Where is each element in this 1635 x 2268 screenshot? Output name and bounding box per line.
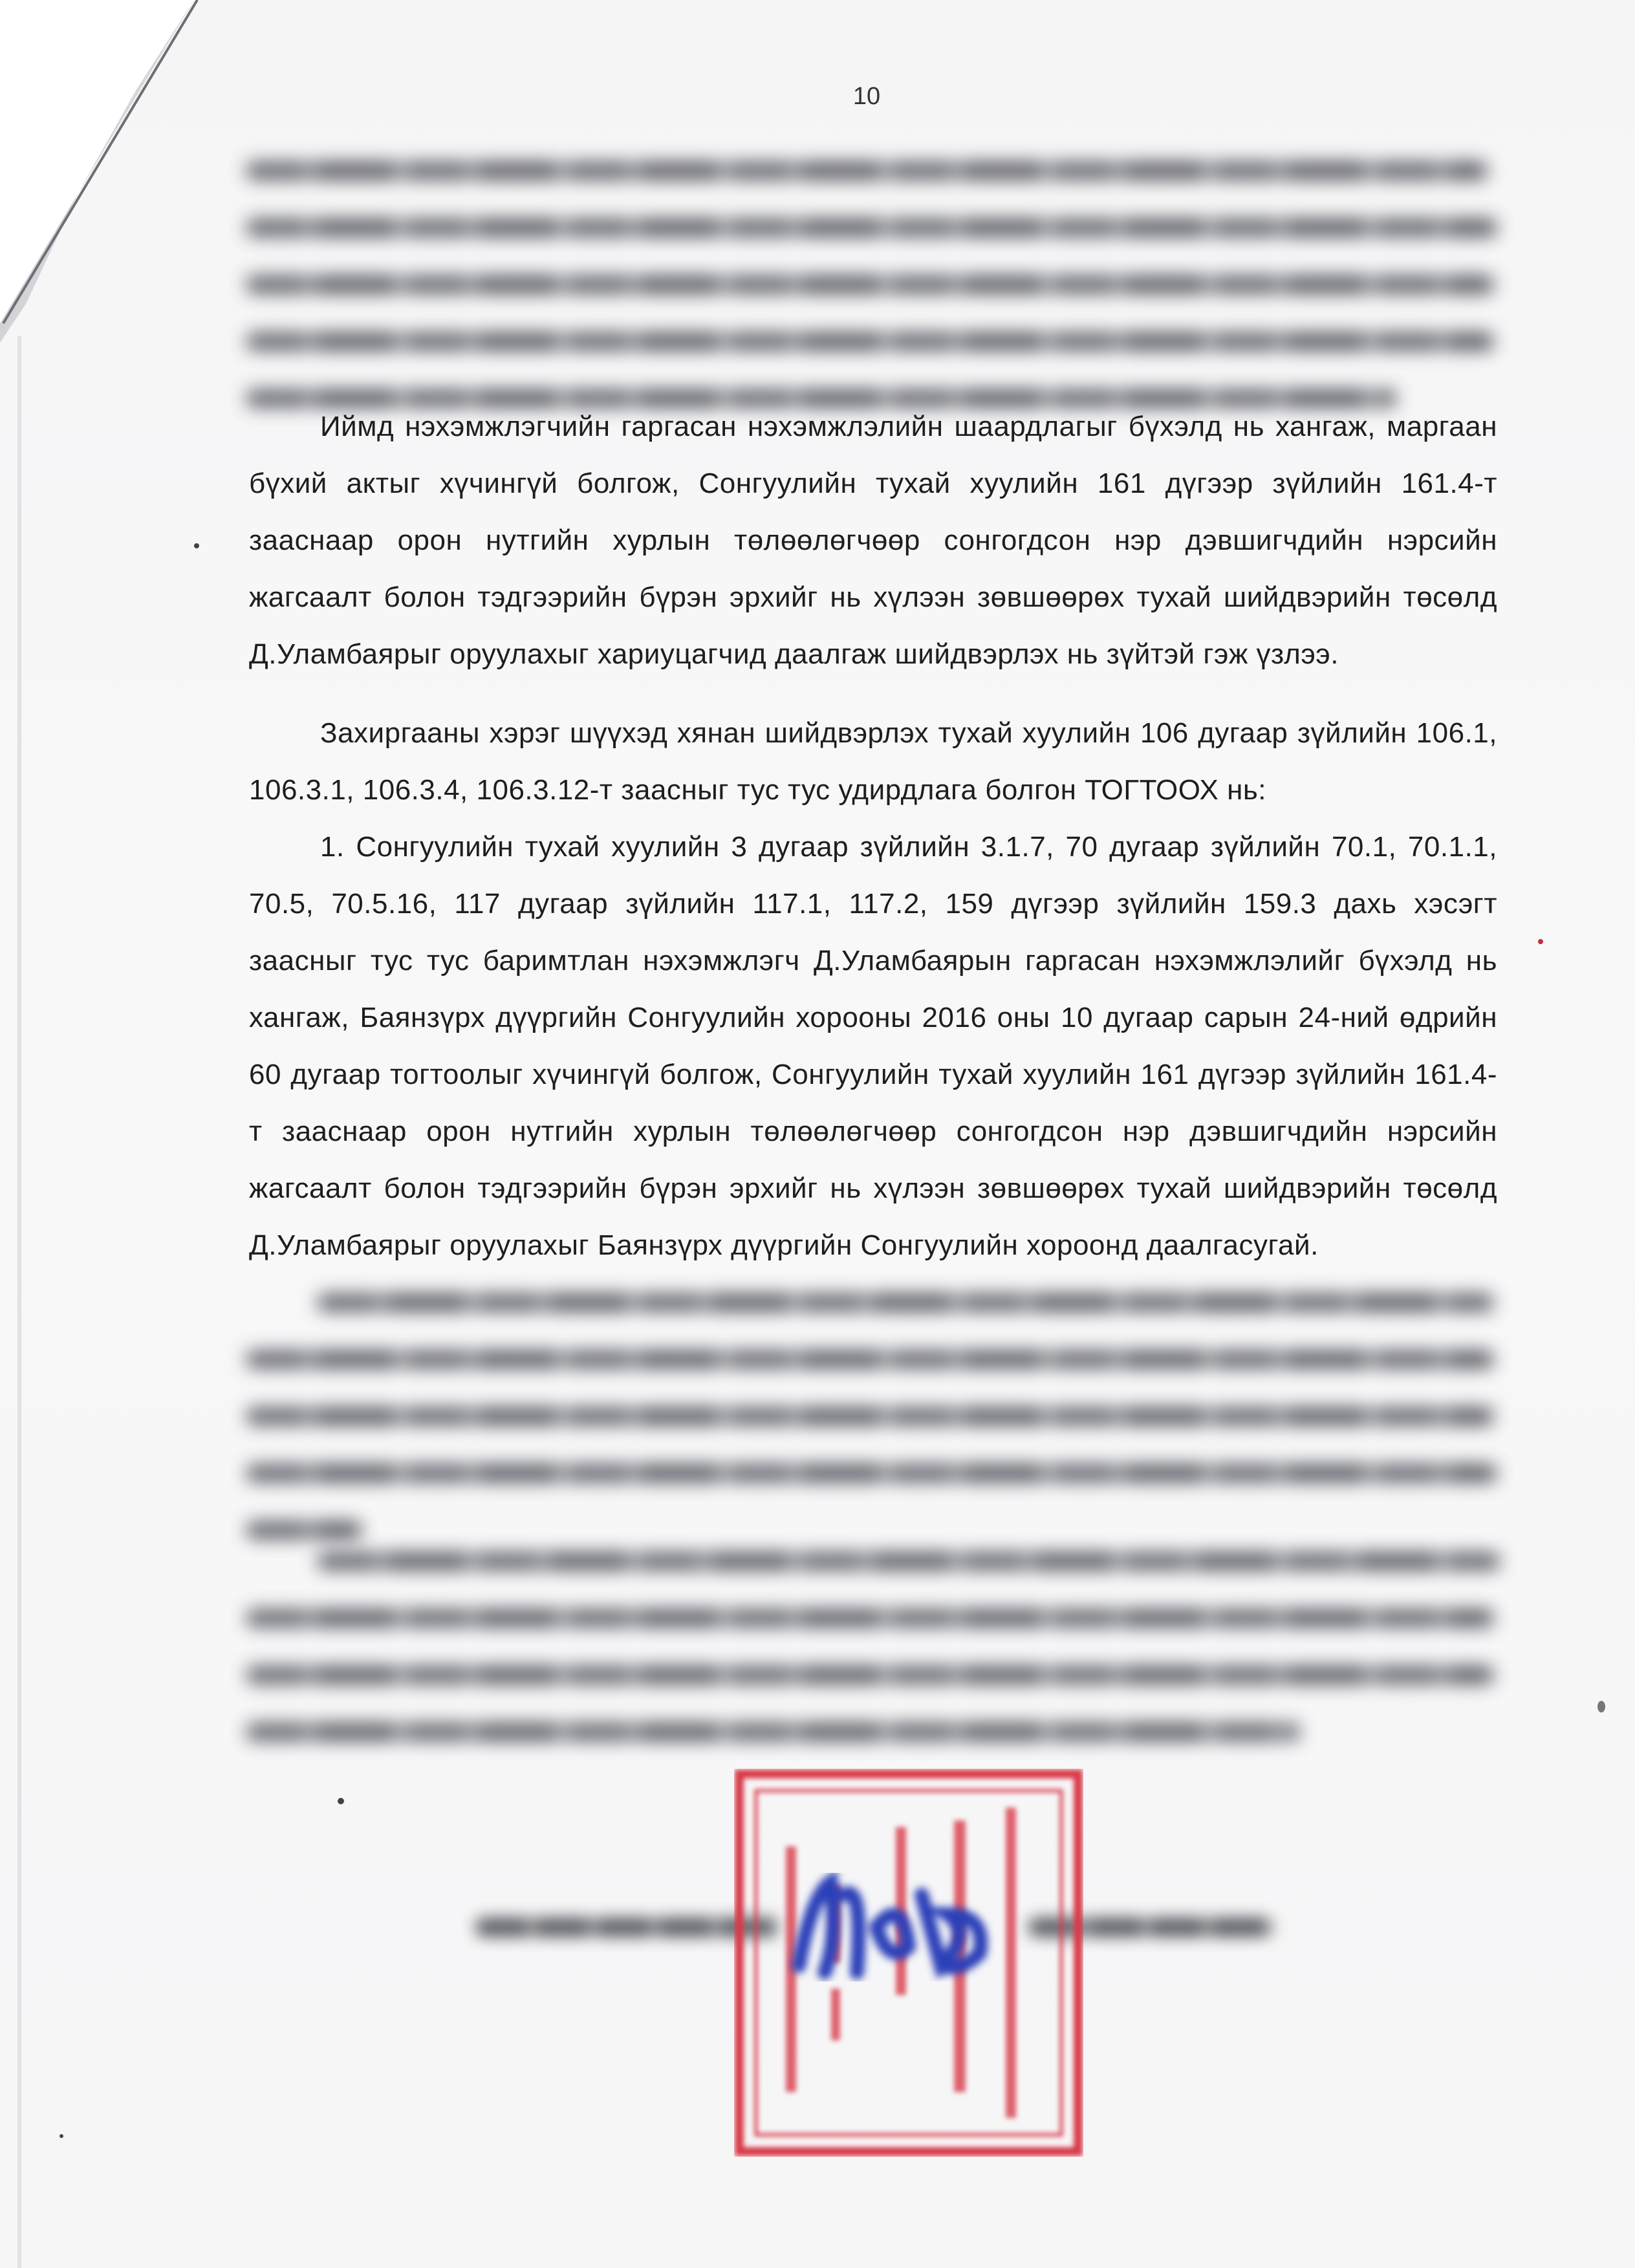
- redacted-resolution-2: [246, 1293, 1504, 1578]
- page-number: 10: [852, 83, 881, 110]
- redacted-resolution-3: [246, 1552, 1504, 1780]
- scan-speck: [60, 2134, 63, 2138]
- legal-basis-paragraph: Захиргааны хэрэг шүүхэд хянан шийдвэрлэх тухай хуулийн 106 дугаар зүйлийн 106.1, 106.3.1, 106.3.4, 106.3.12-т заасныг тус тус удирдлага болгон ТОГТООХ нь:: [249, 717, 1497, 806]
- signature-mark: [786, 1856, 1012, 2005]
- resolution-item-1: 1. Сонгуулийн тухай хуулийн 3 дугаар зүйлийн 3.1.7, 70 дугаар зүйлийн 70.1, 70.1.1, 70.5, 70.5.16, 117 дугаар зүйлийн 117.1, 117.2, 159 дүгээр зүйлийн 159.3 дахь хэсэгт заасныг тус тус баримтлан нэхэмжлэгч Д.Уламбаярын гаргасан нэхэмжлэлийг бүхэлд нь хангаж, Баянзүрх дүүргийн Сонгуулийн хорооны 2016 оны 10 дугаар сарын 24-ний өдрийн 60 дугаар тогтоолыг хүчингүй болгож, Сонгуулийн тухай хуулийн 161 дүгээр зүйлийн 161.4-т зааснаар орон нутгийн хурлын төлөөлөгчөөр сонгогдсон нэр дэвшигчдийн нэрсийн жагсаалт болон тэдгээрийн бүрэн эрхийг нь хүлээн зөвшөөрөх тухай шийдвэрийн төсөлд Д.Уламбаярыг оруулахыг Баянзүрх дүүргийн Сонгуулийн хороонд даалгасугай.: [249, 831, 1497, 1261]
- scan-speck: [1538, 939, 1543, 944]
- scan-speck: [194, 543, 199, 548]
- scan-speck: [1597, 1701, 1605, 1712]
- scan-speck: [338, 1798, 344, 1804]
- conclusion-paragraph: Иймд нэхэмжлэгчийн гаргасан нэхэмжлэлийн шаардлагыг бүхэлд нь хангаж, маргаан бүхий актыг хүчингүй болгож, Сонгуулийн тухай хуулийн 161 дүгээр зүйлийн 161.4-т зааснаар орон нутгийн хурлын төлөөлөгчөөр сонгогдсон нэр дэвшигчдийн нэрсийн жагсаалт болон тэдгээрийн бүрэн эрхийг нь хүлээн зөвшөөрөх тухай шийдвэрийн төсөлд Д.Уламбаярыг оруулахыг хариуцагчид даалгаж шийдвэрлэх нь зүйтэй гэж үзлээ.: [249, 411, 1497, 670]
